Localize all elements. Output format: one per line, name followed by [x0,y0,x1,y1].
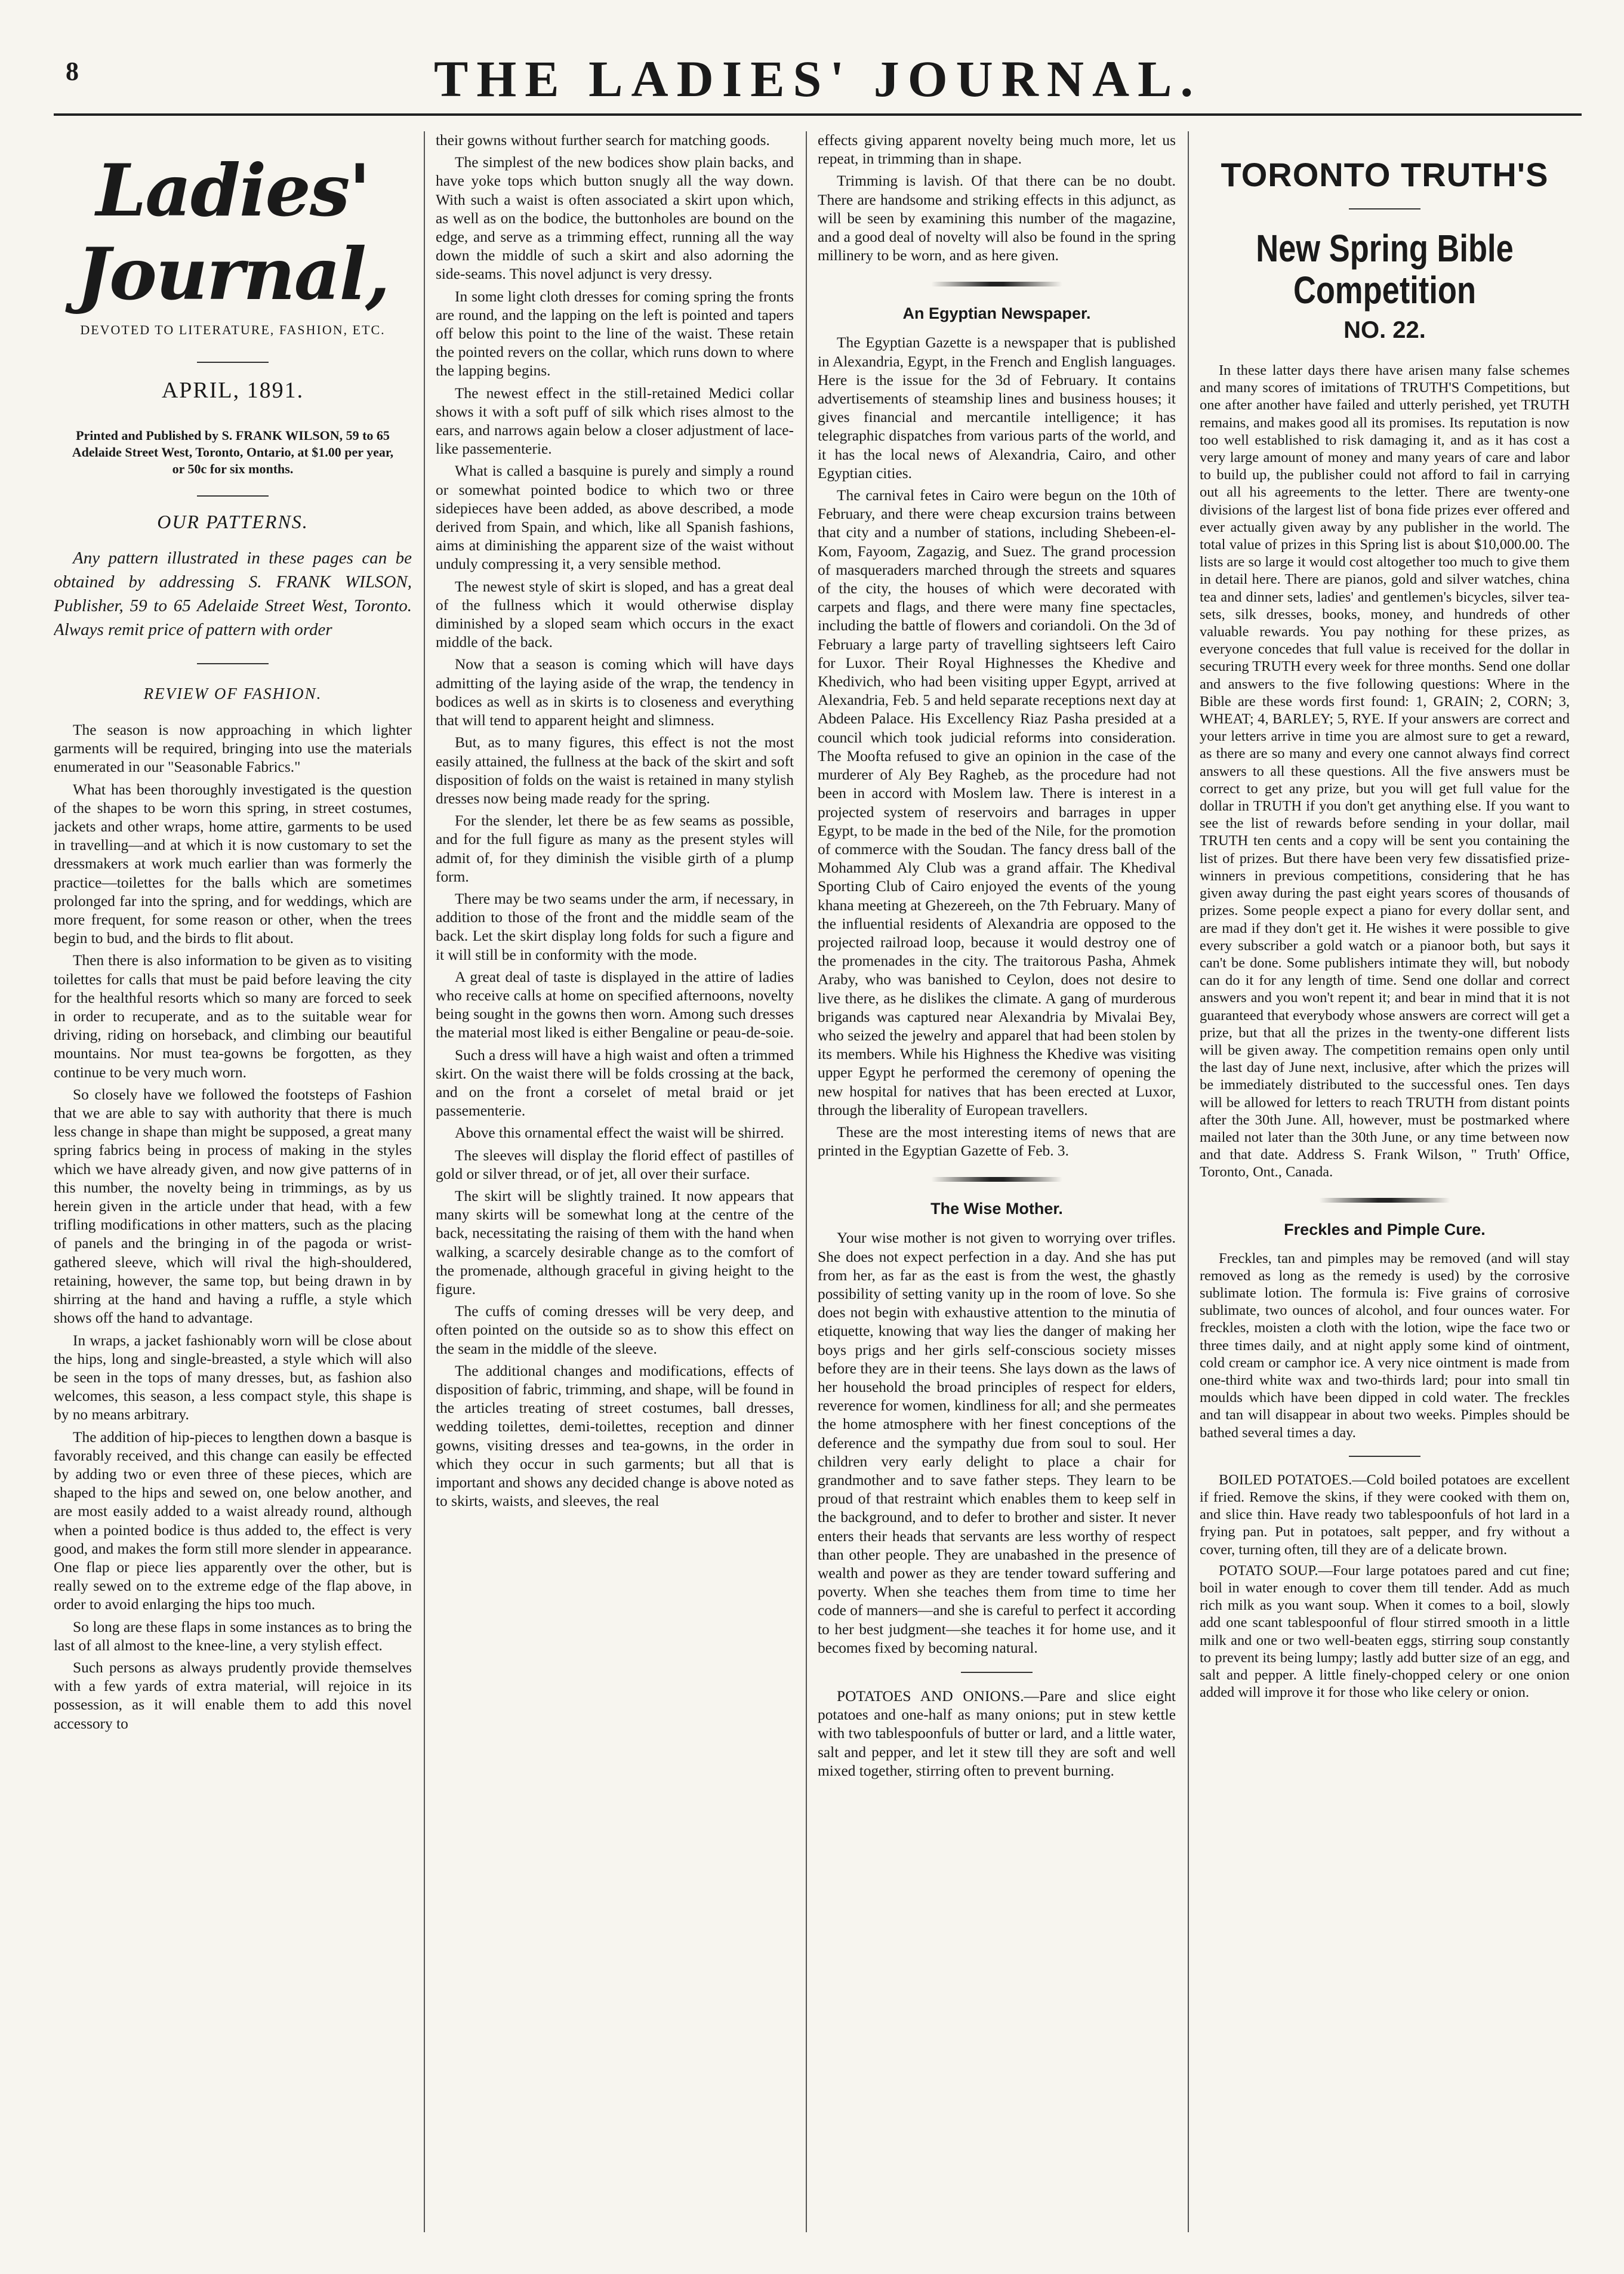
nameplate: Ladies' Journal, [76,149,389,316]
article-paragraph: Freckles, tan and pimples may be removed (and will stay removed as long as the remedy is used) by the corrosive sublimate lotion. The formula is: Five grains of corrosive sublimate, two ounces of alcohol, and four ounces water. For freckles, moisten a cloth with the lotion, wipe the face two or three times daily, and at night apply some kind of ointment, cold cream or camphor ice. A very nice ointment is made from one-third white wax and two-thirds lard; pour into small tin moulds which have been dipped in cold water. The freckles and tan will disappear in about two weeks. Pimples should be bathed several times a day. [1200,1250,1570,1441]
article-paragraph: What has been thoroughly investigated is the question of the shapes to be worn this spring, in street costumes, jackets and other wraps, home attire, garments to be used in travelling—and at which it is now customary to set the dressmakers at work much earlier than was formerly the practice—toilettes for the balls which are sometimes prolonged far into the spring, and for weddings, which are more frequent, for some reason or other, when the trees begin to bud, and the birds to flit about. [54,781,412,947]
divider [961,1672,1033,1673]
article-paragraph: The skirt will be slightly trained. It now appears that many skirts will be somewhat long at the centre of the back, necessitating the raising of them with the hand when walking, a scarcely desirable change as to the comfort of the promenade, although graceful in giving height to the figure. [436,1187,794,1298]
article-paragraph: The sleeves will display the florid effect of pastilles of gold or silver thread, or of jet, all over their surface. [436,1147,794,1182]
recipe-paragraph: POTATO SOUP.—Four large potatoes pared and cut fine; boil in water enough to cover them till tender. Add as much rich milk as you want soup. When it comes to a boil, slowly add one scant tablespoonful of flour stirred smooth in a little milk and one or two well-beaten eggs, stirring soup constantly to prevent its being lumpy; lastly add butter size of an egg, and salt and pepper. A little finely-chopped celery or one onion added will improve it for those who like celery or onion. [1200,1562,1570,1701]
divider [1349,1456,1420,1457]
recipe-paragraph: POTATOES AND ONIONS.—Pare and slice eight potatoes and one-half as many onions; put in stew kettle with two tablespoonfuls of butter or lard, and a little water, salt and pepper, and let it stew till they are soft and well mixed together, stirring often to prevent burning. [818,1688,1176,1779]
egypt-headline: An Egyptian Newspaper. [902,304,1091,323]
section-ornament [931,1177,1062,1182]
patterns-title: OUR PATTERNS. [157,511,309,532]
truth-header: TORONTO TRUTH'S [1221,156,1549,193]
article-paragraph: The newest effect in the still-retained Medici collar shows it with a soft puff of silk which rises almost to the ears, and narrows again below a closer adjustment of lace-like passementerie. [436,384,794,458]
article-paragraph: Then there is also information to be given as to visiting toilettes for calls that must be paid before leaving the city for the healthful resorts which so many are forced to seek in order to recuperate, and as to the suitable wear for driving, riding on horseback, and climbing our beautiful mountains. Nor must tea-gowns be forgotten, as they continue to be very much worn. [54,952,412,1081]
article-paragraph: Above this ornamental effect the waist will be shirred. [455,1124,784,1142]
article-paragraph: The season is now approaching in which lighter garments will be required, bringing into use the materials enumerated in our "Seasonable Fabrics." [54,722,412,776]
article-paragraph: The cuffs of coming dresses will be very deep, and often pointed on the outside so as to show this effect on the seam in the middle of the sleeve. [436,1303,794,1357]
article-paragraph: Your wise mother is not given to worrying over trifles. She does not expect perfection in a day. And she has put from her, as far as the east is from the west, the ghastly possibility of setting vanity up in the room of love. So she does not begin with exhaustive attention to the minutia of etiquette, knowing that way lies the danger of making her boys prigs and her girls self-conscious society misses before they are in their teens. She lays down as the laws of her household the broad principles of respect for elders, reverence for women, kindliness for all; and she permeates the home atmosphere with her finest conceptions of the deference and the sympathy due from soul to soul. Her children very early delight to place a chair for grandmother and to save father steps. They learn to be proud of that restraint which enables them to keep self in the background, and to defer to brother and sister. It never enters their heads that servants are less worthy of respect than other people. They are unabashed in the presence of wealth and power as they are tender toward suffering and poverty. When she teaches them from time to time her code of manners—and she is careful to perfect it according to her best judgment—she teaches it for home use, and it becomes fixed by becoming natural. [818,1230,1176,1656]
article-paragraph: The additional changes and modifications, effects of disposition of fabric, trimming, and shape, will be found in the articles treating of street costumes, ball dresses, wedding toilettes, demi-toilettes, reception and dinner gowns, visiting dresses and tea-gowns, in the order in which they occur in such garments; but all that is important and shows any decided change is above noted as to skirts, waists, and sleeves, the real [436,1362,794,1510]
patterns-notice: Any pattern illustrated in these pages can be obtained by addressing S. FRANK WILSON, Publisher, 59 to 65 Adelaide Street West, Toronto. Always remit price of pattern with order [54,549,412,639]
imprint: Printed and Published by S. FRANK WILSON, 59 to 65 Adelaide Street West, Toronto, Ontario, at $1.00 per year, or 50c for six months. [72,428,394,476]
competition-title: New Spring Bible Competition [1256,227,1514,312]
article-paragraph: A great deal of taste is displayed in the attire of ladies who receive calls at home on specified afternoons, novelty being sought in the gowns then worn. Among such dresses the material most liked is either Bengaline or peau-de-soie. [436,968,794,1042]
article-paragraph: But, as to many figures, this effect is not the most easily attained, the fullness at the back of the skirt and soft disposition of folds on the waist is retained in many stylish dresses now being made ready for the spring. [436,734,794,807]
article-paragraph: What is called a basquine is purely and simply a round or somewhat pointed bodice to which two or three sidepieces have been added, as above described, a mode derived from Spain, and which, like all Spanish fashions, aims at diminishing the apparent size of the waist without unduly compressing it, a very sensible method. [436,463,794,573]
divider [197,495,269,497]
running-title: THE LADIES' JOURNAL. [434,50,1201,107]
newspaper-page [54,48,1582,2244]
divider [1349,208,1420,209]
article-paragraph: their gowns without further search for matching goods. [436,132,770,149]
article-paragraph: So closely have we followed the footsteps of Fashion that we are able to say with authority that there is much less change in shape than might be supposed, a great many spring fabrics being in process of making in the styles which we have already given, and now give patterns of in this number, the novelty being in trimmings, as by us herein given in the article under that head, with a few trifling modifications in other matters, such as the placing of panels and the bringing in of the pagoda or wrist-gathered sleeve, which will rival the high-shouldered, retaining, however, the same top, but being drawn in by shirring at the hand and having a ruffle, a style which shows off the hand to advantage. [54,1086,412,1327]
article-paragraph: In wraps, a jacket fashionably worn will be close about the hips, long and single-breasted, a style which will also be seen in the tops of many dresses, but, as fashion also welcomes, this season, a less compact style, this shape is by no means arbitrary. [54,1332,412,1423]
article-paragraph: The addition of hip-pieces to lengthen down a basque is favorably received, and this change can easily be effected by adding two or even three of these pieces, which are shaped to the hips and sewed on, one below another, and are most easily added to a waist already round, although when a pointed bodice is thus added to, the effect is very good, and makes the form still more slender in appearance. One flap or piece lies apparently over the other, but is really sewed on to the extreme edge of the flap above, in order to avoid enlarging the hips too much. [54,1428,412,1613]
section-ornament [1319,1198,1450,1203]
article-paragraph: The simplest of the new bodices show plain backs, and have yoke tops which button snugly all the way down. With such a waist is often associated a skirt upon which, as well as on the bodice, the buttonholes are bound on the edge, and serve as a trimming effect, running all the way down the middle of such a skirt and also adorning the side-seams. This novel adjunct is very dressy. [436,154,794,283]
article-paragraph: For the slender, let there be as few seams as possible, and for the full figure as many as the present styles will admit of, for they diminish the visible girth of a plump form. [436,812,794,885]
article-paragraph: Such a dress will have a high waist and often a trimmed skirt. On the waist there will be folds crossing at the back, and on the front a corselet of metal braid or jet passementerie. [436,1046,794,1120]
recipe-paragraph: BOILED POTATOES.—Cold boiled potatoes are excellent if fried. Remove the skins, if they were cooked with them on, and slice thin. Have ready two tablespoonfuls of hot lard in a frying pan. Put in potatoes, salt pepper, and fry without a cover, turning often, till they are of a delicate brown. [1200,1471,1570,1558]
page-number: 8 [66,57,79,86]
column-rule [1188,131,1189,2232]
column-4 [1200,131,1570,2232]
review-title: REVIEW OF FASHION. [143,685,322,702]
article-paragraph: The carnival fetes in Cairo were begun on the 10th of February, and there were cheap excursion trains between that city and a number of stations, including Shebeen-el-Kom, Fayoom, Zagazig, and Suez. The grand procession of masqueraders marched through the streets and squares of the city, the houses of which were decorated with carpets and flags, and there were many fine spectacles, including the battle of flowers and coriandoli. On the 3d of February a large party of travelling sightseers left Cairo for Luxor. Their Royal Highnesses the Khedive and Khedivich, who had been visiting upper Egypt, arrived at Alexandria, Feb. 5 and held separate receptions next day at Abdeen Palace. His Excellency Riaz Pasha presided at a council which took judicial reforms into consideration. The Moofta refused to give an opinion in the case of the murderer of Aly Bey Ragheb, as the procedure had not been in accord with Moslem law. There is interest in a projected system of reservoirs and barrages in upper Egypt, to be made in the bed of the Nile, for the promotion of commerce with the Soudan. The fancy dress ball of the Mohammed Aly Club was a grand affair. The Khedival Sporting Club of Cairo enjoyed the events of the young khana meeting at Ghezereeh, on the 7th February. Many of the influential residents of Alexandria are opposed to the projected railroad loop, because it would destroy one of the promenades in the city. The traitorous Pasha, Ahmek Araby, who was banished to Ceylon, does not desire to live there, as he dislikes the climate. A gang of murderous brigands was captured near Alexandria by Mivalai Bey, who seized the jewelry and apparel that had been stolen by its members. While his Highness the Khedive was visiting upper Egypt he performed the ceremony of opening the new hospital for natives that has been erected at Luxor, through the liberality of European travellers. [818,487,1176,1118]
article-paragraph: The newest style of skirt is sloped, and has a great deal of the fullness which it would otherwise display diminished by a sloped seam which occurs in the exact middle of the back. [436,578,794,651]
article-paragraph: Now that a season is coming which will have days admitting of the laying aside of the wrap, the tendency in bodices as well as in skirts is to closeness and everything that will tend to apparent height and slimness. [436,656,794,729]
competition-number: NO. 22. [1343,317,1426,343]
article-paragraph: effects giving apparent novelty being much more, let us repeat, in trimming than in shape. [818,132,1176,168]
nameplate-tagline: DEVOTED TO LITERATURE, FASHION, ETC. [80,322,386,337]
divider [197,663,269,664]
issue-date: APRIL, 1891. [161,378,304,403]
column-rule [424,131,425,2232]
article-paragraph: Trimming is lavish. Of that there can be no doubt. There are handsome and striking effects in this adjunct, as will be seen by examining this number of the magazine, and a good deal of novelty will also be found in the spring millinery to be worn, and as here given. [818,172,1176,264]
article-paragraph: In these latter days there have arisen many false schemes and many scores of imitations of TRUTH'S Competitions, but one after another have failed and utterly perished, yet TRUTH remains, and makes good all its promises. Its reputation is now too well established to risk damaging it, and as it has cost a very large amount of money and many years of care and labor to build up, the publisher could not afford to fail in carrying out all his agreements to the letter. There are twenty-one divisions of the largest list of bona fide prizes ever offered and ever actually given away by any publisher in the world. The total value of prizes in this Spring list is about $10,000.00. The lists are so large it would cost altogether too much to give them in detail here. There are pianos, gold and silver watches, china tea and dinner sets, ladies' and gentlemen's bicycles, silver tea-sets, silk dresses, books, money, and hundreds of other valuable rewards. You pay nothing for these prizes, as everyone concedes that full value is received for the dollar in securing TRUTH every week for three months. Send one dollar and answers to the five following questions: Where in the Bible are these words first found: 1, GRAIN; 2, CORN; 3, WHEAT; 4, BARLEY; 5, RYE. If your answers are correct and your letters arrive in time you are almost sure to get a reward, as there are so many and every one cannot always find correct answers to all these questions. All the five answers must be correct to get any prize, but you will get full value for the dollar in TRUTH if you don't get anything else. If you want to see the list of rewards before sending in your dollar, mail TRUTH ten cents and a copy will be sent you containing the list of prizes. But there have been very few dissatisfied prize-winners in previous competitions, considering that he has given away during the past eight years scores of thousands of prizes. Some people expect a piano for every dollar sent, and are mad if they don't get it. He wishes it were possible to give every subscriber a gold watch or a pianoor both, but says it can't be done. Some publishers intimate they will, but nobody can do it for any length of time. Send one dollar and correct answers and you won't repent it; and bear in mind that it is not guaranteed that everybody whose answers are correct will get a prize, but that all the prizes in the twenty-one different lists will be given away. The competition remains open only until the last day of June next, inclusive, after which the prizes will be immediately distributed to the successful ones. Ten days will be allowed for letters to reach TRUTH from distant points after the 30th June. All, however, must be postmarked where mailed not later than the 30th June, or any time between now and that date. Address S. Frank Wilson, " Truth' Office, Toronto, Ont., Canada. [1200,362,1570,1181]
article-paragraph: These are the most interesting items of news that are printed in the Egyptian Gazette of Feb. 3. [818,1123,1176,1160]
masthead [54,48,1582,116]
column-2 [436,131,794,2232]
article-paragraph: Such persons as always prudently provide themselves with a few yards of extra material, will rejoice in its possession, as it will enable them to add this novel accessory to [54,1659,412,1732]
article-paragraph: In some light cloth dresses for coming spring the fronts are round, and the lapping on the left is pointed and tapers off below this point to the line of the waist. These retain the pointed revers on the collar, which runs down to where the lapping begins. [436,288,794,380]
column-rule [806,131,807,2232]
article-paragraph: So long are these flaps in some instances as to bring the last of all almost to the knee-line, a very stylish effect. [54,1618,412,1654]
wise-mother-headline: The Wise Mother. [930,1200,1063,1218]
article-paragraph: There may be two seams under the arm, if necessary, in addition to those of the front and the middle seam of the back. Let the skirt display long folds for such a figure and it will still be in conformity with the mode. [436,890,794,963]
column-3 [818,131,1176,2232]
freckles-headline: Freckles and Pimple Cure. [1284,1220,1486,1238]
article-paragraph: The Egyptian Gazette is a newspaper that is published in Alexandria, Egypt, in the French and English languages. Here is the issue for the 3d of February. It contains advertisements of steamship lines and business houses; it gives financial and mercantile intelligence; it has telegraphic dispatches from various parts of the world, and it has the local news of Alexandria, Cairo, and other Egyptian cities. [818,334,1176,482]
section-ornament [931,282,1062,286]
column-1 [54,131,412,2232]
divider [197,362,269,363]
